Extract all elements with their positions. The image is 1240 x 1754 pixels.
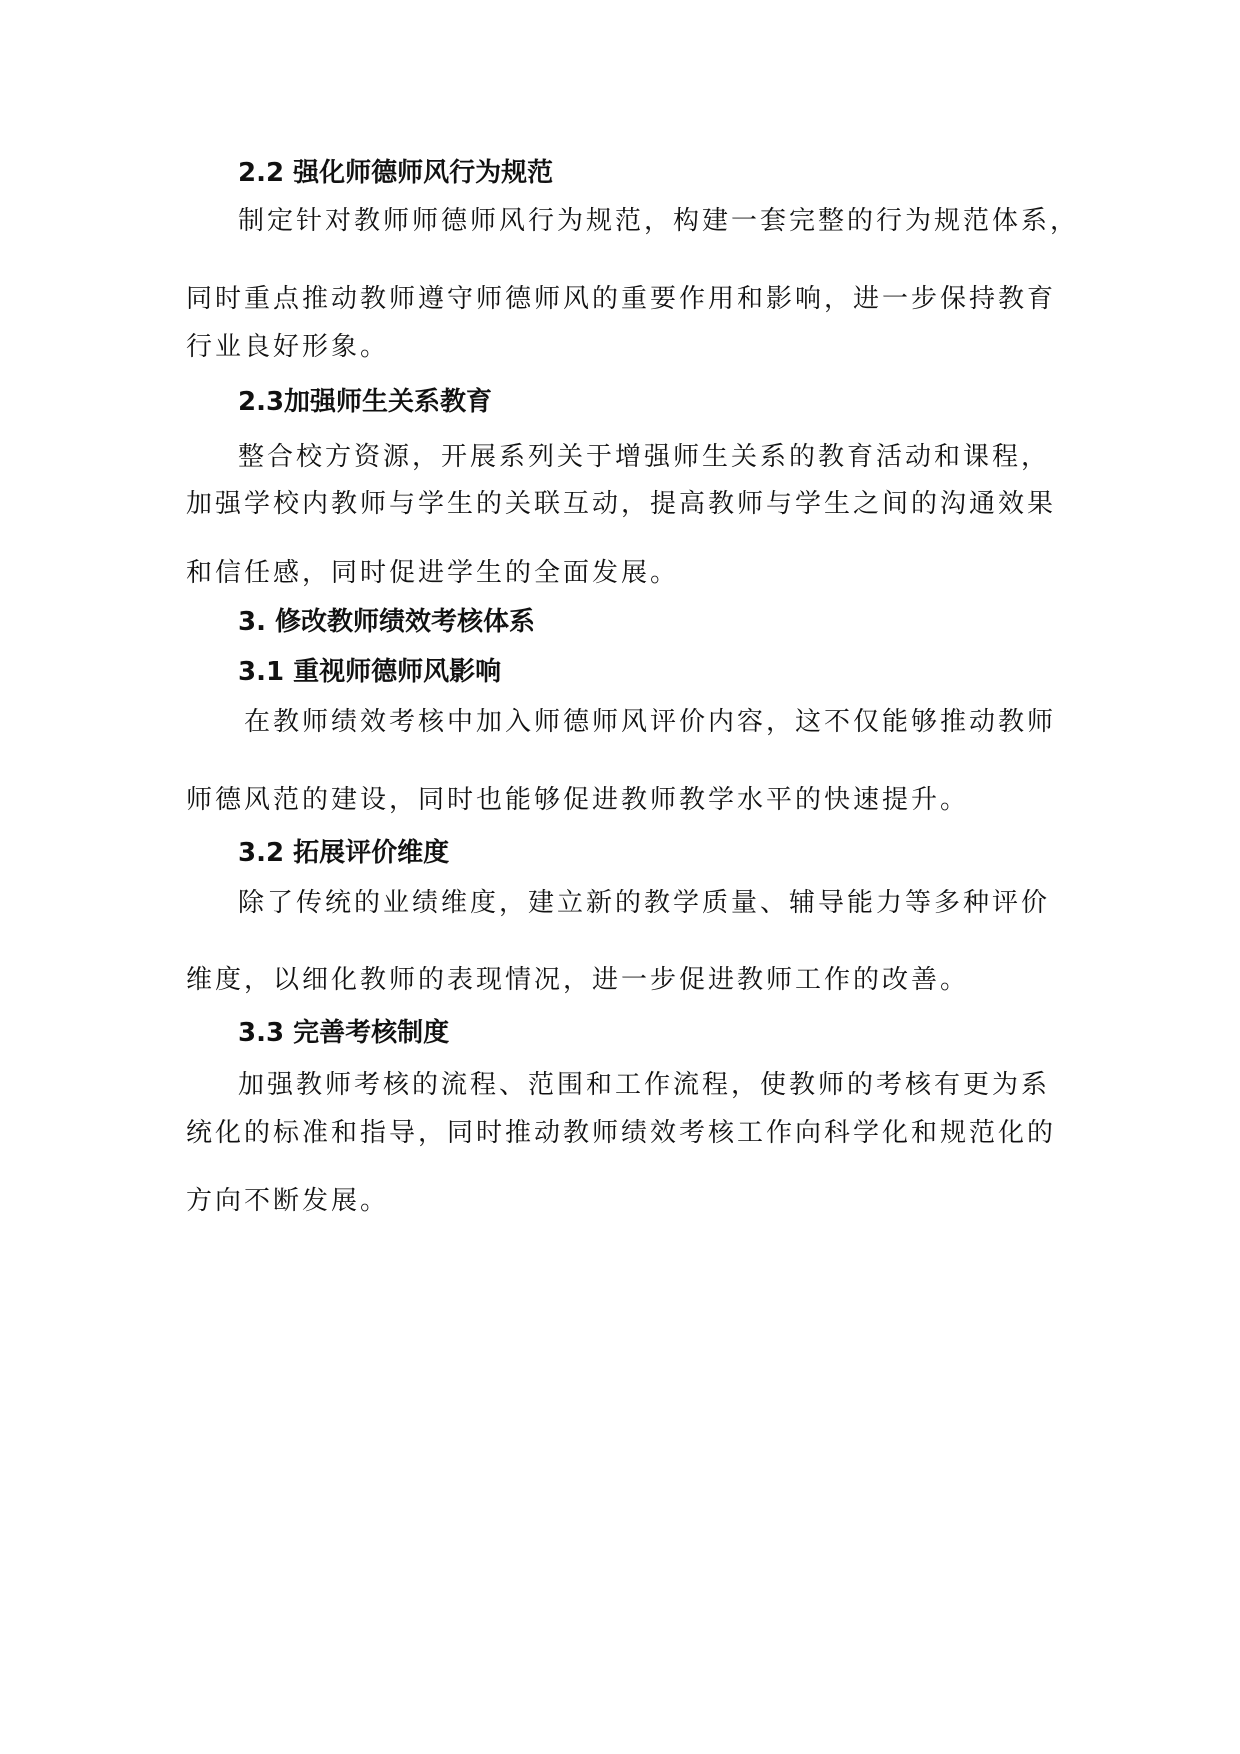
section-heading: 3.3 完善考核制度 [238,1018,450,1048]
section-heading: 2.2 强化师德师风行为规范 [238,158,554,188]
paragraph-line: 除了传统的业绩维度，建立新的教学质量、辅导能力等多种评价 [238,888,1051,918]
section-heading: 3. 修改教师绩效考核体系 [238,607,536,637]
paragraph-line: 加强教师考核的流程、范围和工作流程，使教师的考核有更为系 [238,1070,1051,1100]
section-heading: 2.3加强师生关系教育 [238,387,493,417]
paragraph-line: 在教师绩效考核中加入师德师风评价内容，这不仅能够推动教师 [244,707,1057,737]
paragraph-line: 维度，以细化教师的表现情况，进一步促进教师工作的改善。 [186,965,970,995]
paragraph-line: 和信任感，同时促进学生的全面发展。 [186,558,680,588]
paragraph-line: 加强学校内教师与学生的关联互动，提高教师与学生之间的沟通效果 [186,489,1057,519]
paragraph-line: 制定针对教师师德师风行为规范，构建一套完整的行为规范体系， [238,206,1080,236]
section-heading: 3.1 重视师德师风影响 [238,657,502,687]
paragraph-line: 师德风范的建设，同时也能够促进教师教学水平的快速提升。 [186,785,970,815]
paragraph-line: 方向不断发展。 [186,1186,390,1216]
paragraph-line: 统化的标准和指导，同时推动教师绩效考核工作向科学化和规范化的 [186,1118,1057,1148]
section-heading: 3.2 拓展评价维度 [238,838,450,868]
paragraph-line: 整合校方资源，开展系列关于增强师生关系的教育活动和课程， [238,442,1051,472]
paragraph-line: 行业良好形象。 [186,332,390,362]
paragraph-line: 同时重点推动教师遵守师德师风的重要作用和影响，进一步保持教育 [186,284,1057,314]
